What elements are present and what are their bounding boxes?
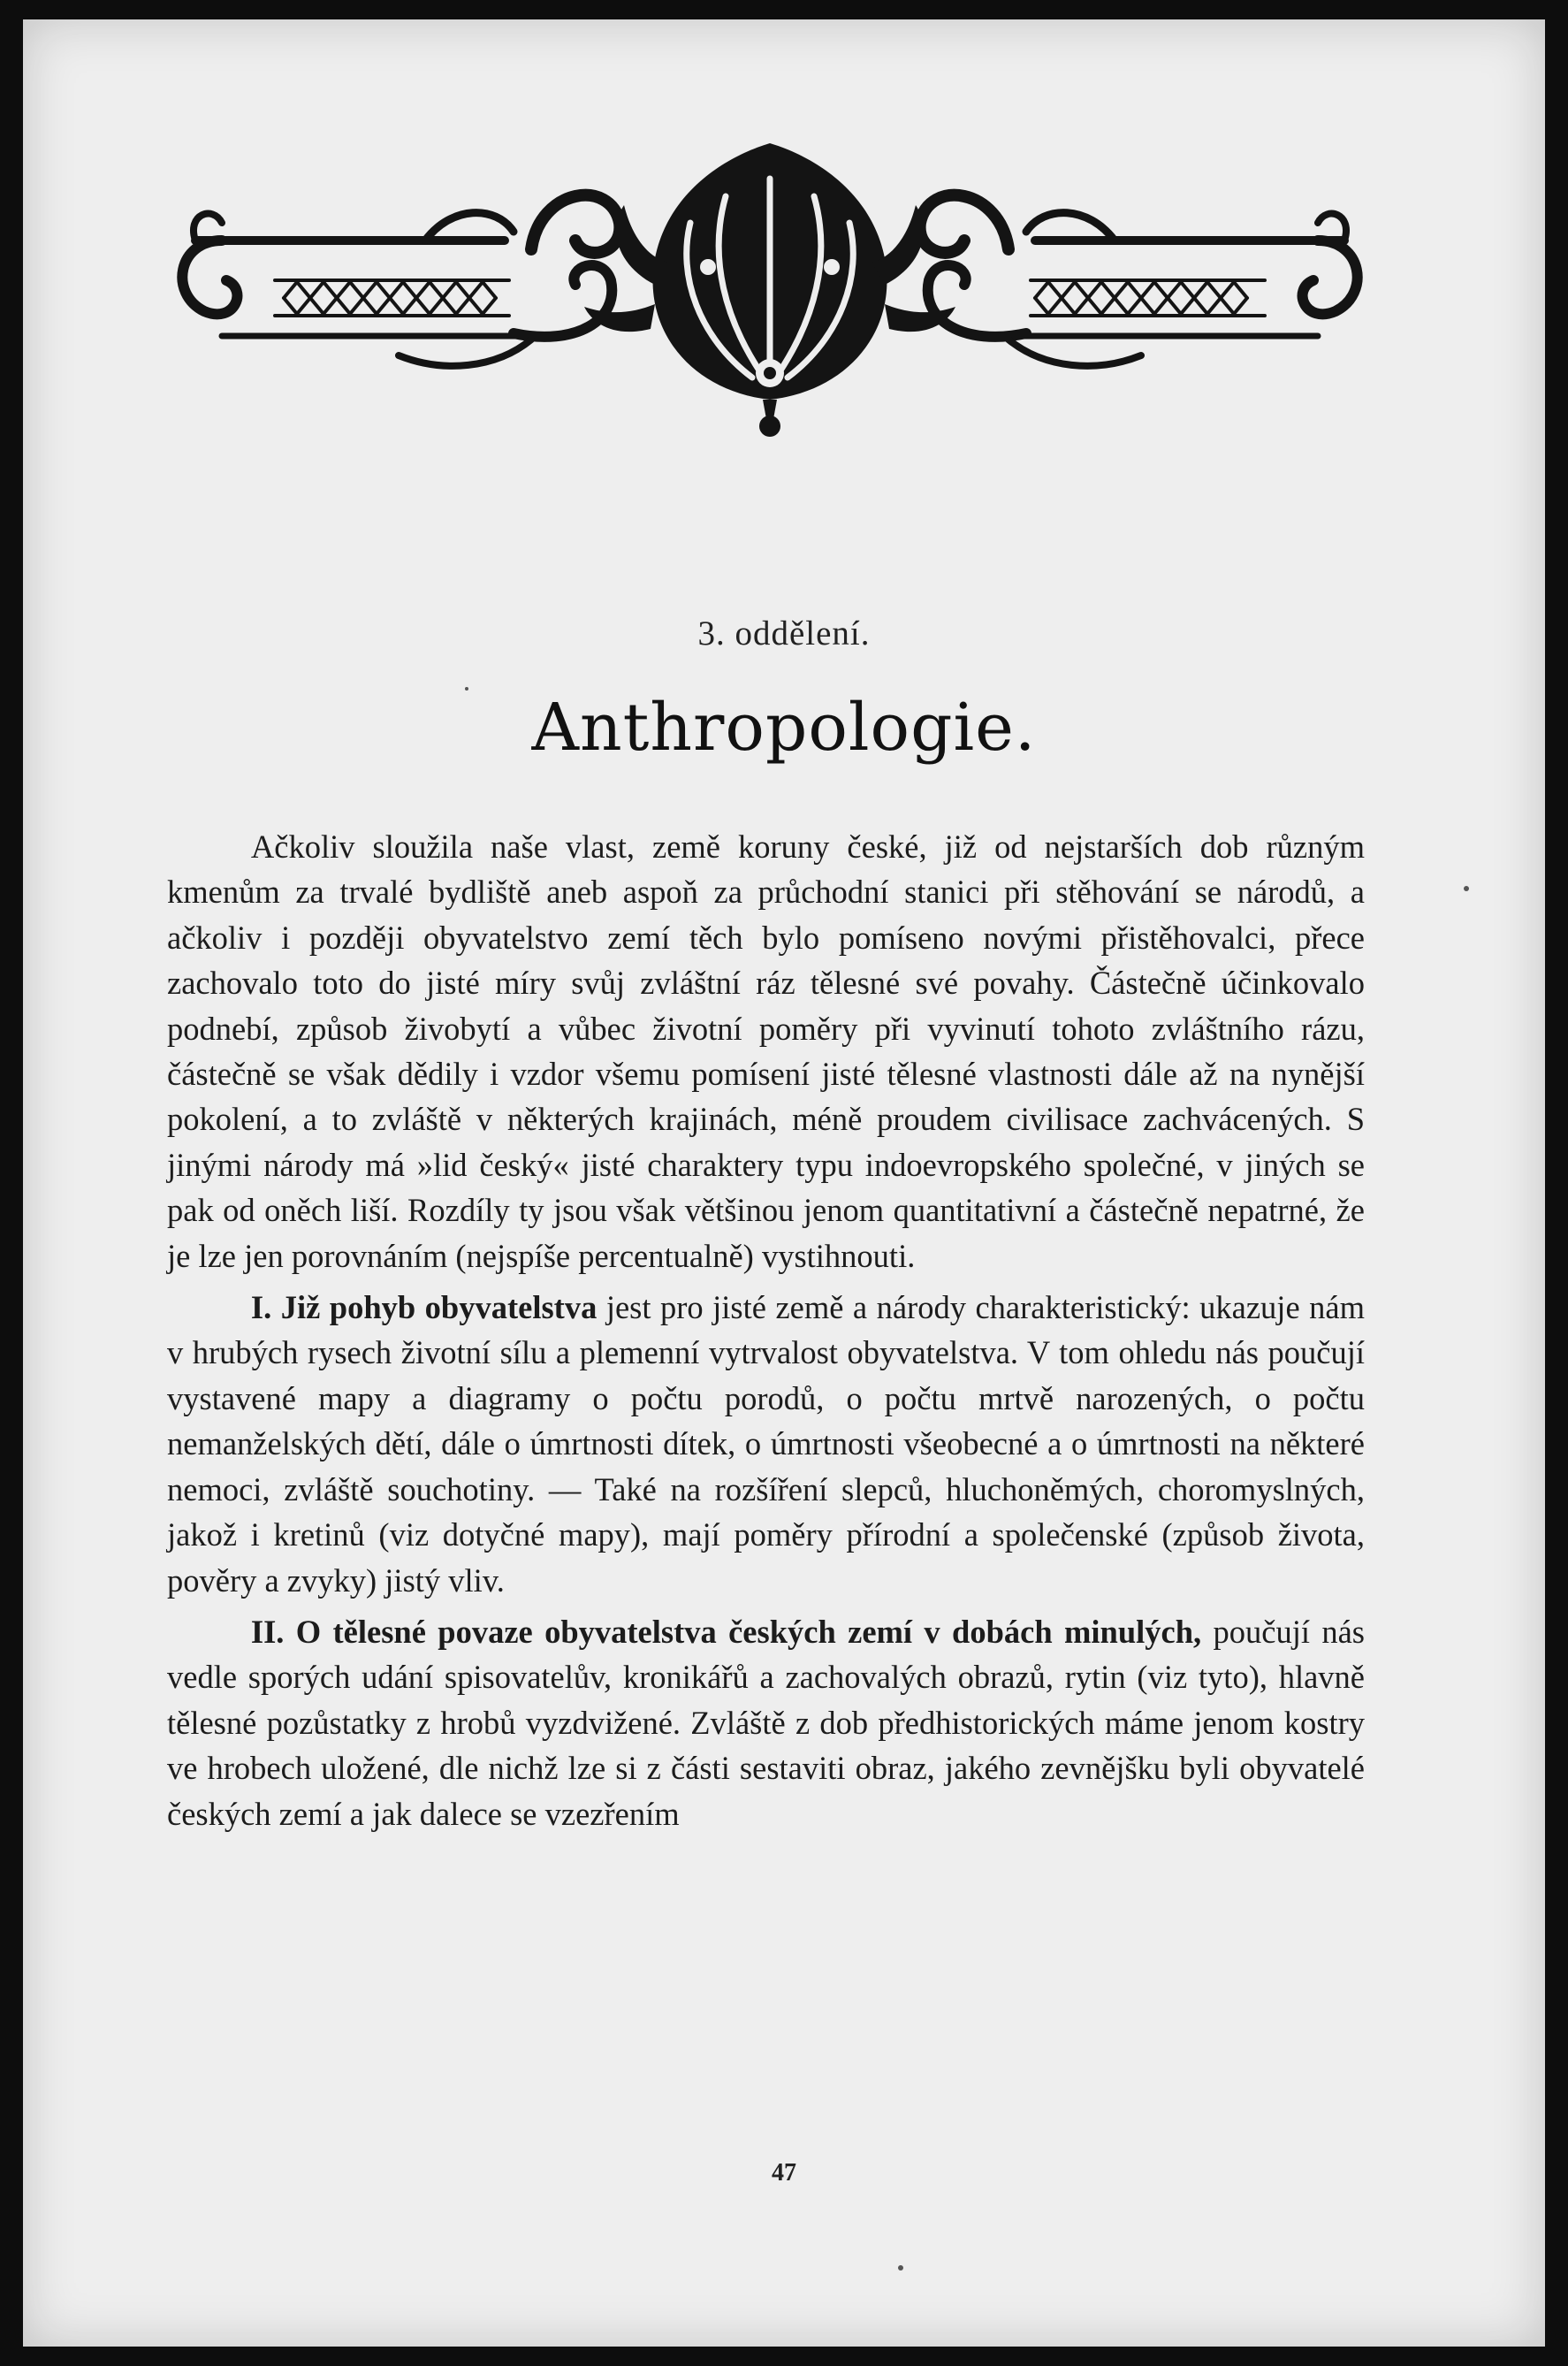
paper-speck: [898, 2265, 903, 2271]
paragraph-lead: II. O tělesné povaze obyvatelstva českých zemí v dobách minulých,: [250, 1613, 1202, 1650]
paragraph-physical-nature: [167, 1609, 1365, 1836]
paragraph-text: jest pro jisté země a národy charakteristický: ukazuje nám v hrubých rysech životní sílu a plemenní vytrvalost obyvatelstva. V tom ohledu nás poučují vystavené mapy a diagramy o počtu porodů, o počtu mrtvě narozených, o počtu nemanželských dětí, dále o úmrtnosti dítek, o úmrtnosti všeobecné a o úmrtnosti na některé nemoci, zvláště souchotiny. — Také na rozšíření slepců, hluchoněmých, choromyslných, jakož i kretinů (viz dotyčné mapy), mají poměry přírodní a společenské (způsob života, pověry a zvyky) jistý vliv.: [167, 1289, 1365, 1599]
paragraph-intro: [167, 824, 1365, 1278]
headpiece-ornament-icon: [160, 108, 1380, 444]
paper-speck: [1464, 886, 1469, 891]
paragraph-text: poučují nás vedle sporých udání spisovatelův, kronikářů a zachovalých obrazů, rytin (viz tyto), hlavně tělesné pozůstatky z hrobů vyzdvižené. Zvláště z dob předhistorických máme jenom kostry ve hrobech uložené, dle nichž lze si z části sestaviti obraz, jakého zevnějšku byli obyvatelé českých zemí a jak dalece se vzezřením: [167, 1613, 1366, 1832]
book-page: [23, 19, 1545, 2347]
page-number: 47: [772, 2159, 796, 2187]
paragraph-text: Ačkoliv sloužila naše vlast, země koruny české, již od nejstarších dob různým kmenům za trvalé bydliště aneb aspoň za průchodní stanici při stěhování se národů, a ačkoliv i později obyvatelstvo zemí těch bylo pomíseno novými přistěhovalci, přece zachovalo toto do jisté míry svůj zvláštní ráz tělesné své povahy. Částečně účinkovalo podnebí, způsob živobytí a vůbec životní poměry při vyvinutí tohoto zvláštního rázu, částečně se však dědily i vzdor všemu pomísení jisté tělesné vlastnosti dále až na nynější pokolení, a to zvláště v některých krajinách, méně proudem civilisace zachvácených. S jinými národy má »lid český« jisté charaktery typu indoevropského společné, v jiných se pak od oněch liší. Rozdíly ty jsou však většinou jenom quantitativní a částečně nepatrné, že je lze jen porovnáním (nejspíše percentualně) vystihnouti.: [167, 828, 1365, 1274]
chapter-title: Anthropologie.: [531, 690, 1037, 766]
body-text: [167, 824, 1365, 1836]
paper-speck: [465, 687, 468, 691]
paragraph-population-movement: [167, 1285, 1365, 1603]
paragraph-lead: I. Již pohyb obyvatelstva: [250, 1289, 598, 1326]
section-label: 3. oddělení.: [697, 614, 871, 653]
